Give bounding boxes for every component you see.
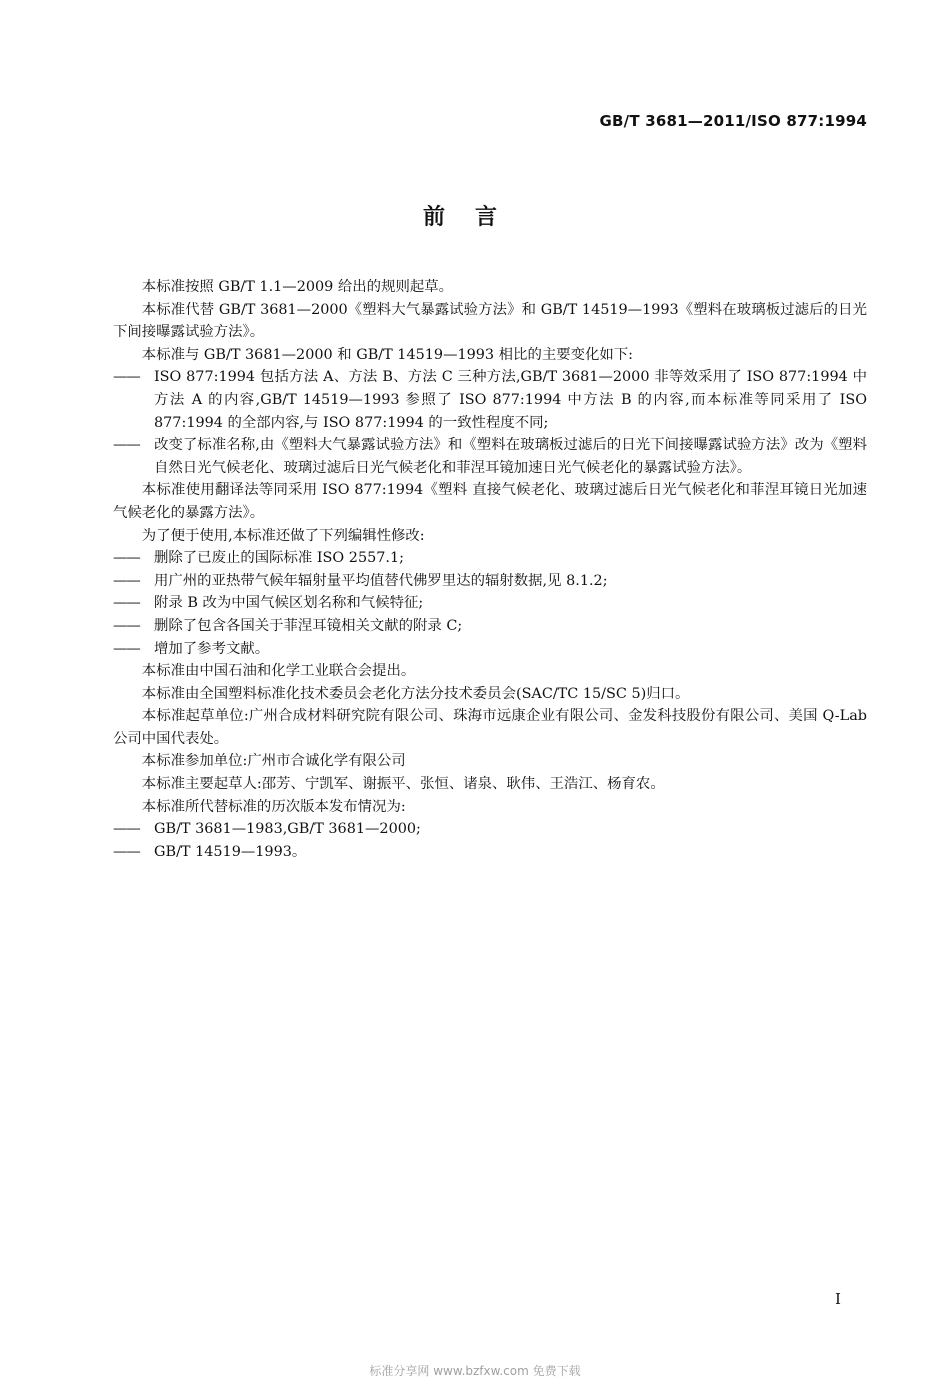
- dash-mark: ——: [113, 437, 140, 454]
- paragraph: 为了便于使用,本标准还做了下列编辑性修改:: [141, 527, 425, 544]
- dash-mark: ——: [113, 821, 140, 838]
- dash-mark: ——: [113, 572, 140, 589]
- watermark: 标准分享网 www.bzfxw.com 免费下载: [369, 1364, 581, 1378]
- dash-list-item: [113, 841, 867, 864]
- dash-mark: ——: [113, 640, 140, 657]
- dash-mark: ——: [113, 617, 140, 634]
- dash-list-item: [113, 615, 867, 638]
- paragraph: 本标准与 GB/T 3681—2000 和 GB/T 14519—1993 相比的主要变化如下:: [141, 346, 634, 363]
- list-item-text: 附录 B 改为中国气候区划名称和气候特征;: [154, 595, 424, 612]
- dash-list-item: [113, 592, 867, 615]
- dash-list-item: [113, 366, 867, 434]
- dash-list-item: [113, 434, 867, 479]
- paragraph: 本标准所代替标准的历次版本发布情况为:: [141, 798, 406, 815]
- paragraph: 本标准按照 GB/T 1.1—2009 给出的规则起草。: [141, 279, 454, 295]
- list-item-text: GB/T 3681—1983,GB/T 3681—2000;: [154, 821, 421, 838]
- list-item-text: ISO 877:1994 包括方法 A、方法 B、方法 C 三种方法,GB/T 3681—2000 非等效采用了 ISO 877:1994 中方法 A 的内容,GB/T 14519—1993 参照了 ISO 877:1994 中方法 B 的内容,而本标准等同采用了 ISO 877:1994 的全部内容,与 ISO 877:1994 的一致性程度不同;: [154, 369, 867, 431]
- dash-list-item: [113, 638, 867, 661]
- paragraph: 本标准参加单位:广州市合诚化学有限公司: [141, 753, 406, 770]
- dash-list-item: [113, 818, 867, 841]
- list-item-text: 删除了已废止的国际标准 ISO 2557.1;: [154, 550, 404, 567]
- paragraph: 本标准使用翻译法等同采用 ISO 877:1994《塑料 直接气候老化、玻璃过滤后日光气候老化和菲涅耳镜日光加速气候老化的暴露方法》。: [113, 482, 867, 521]
- paragraph: 本标准由全国塑料标准化技术委员会老化方法分技术委员会(SAC/TC 15/SC 5)归口。: [141, 685, 690, 702]
- standard-code-header: GB/T 3681—2011/ISO 877:1994: [599, 112, 867, 130]
- dash-mark: ——: [113, 369, 140, 386]
- paragraph: 本标准代替 GB/T 3681—2000《塑料大气暴露试验方法》和 GB/T 14519—1993《塑料在玻璃板过滤后的日光下间接曝露试验方法》。: [113, 301, 867, 341]
- paragraph: 本标准由中国石油和化学工业联合会提出。: [141, 663, 416, 680]
- list-item-text: 改变了标准名称,由《塑料大气暴露试验方法》和《塑料在玻璃板过滤后的日光下间接曝露试验方法》改为《塑料 自然日光气候老化、玻璃过滤后日光气候老化和菲涅耳镜加速日光气候老化的暴露试验方法》。: [154, 437, 867, 476]
- paragraph: 本标准主要起草人:邵芳、宁凯军、谢振平、张恒、诸泉、耿伟、王浩江、杨育农。: [141, 776, 665, 793]
- page-title: 前言: [422, 205, 527, 230]
- paragraph: 本标准起草单位:广州合成材料研究院有限公司、珠海市远康企业有限公司、金发科技股份有限公司、美国 Q-Lab 公司中国代表处。: [113, 708, 867, 747]
- page-number: I: [835, 1290, 841, 1308]
- list-item-text: 增加了参考文献。: [154, 640, 270, 657]
- list-item-text: 删除了包含各国关于菲涅耳镜相关文献的附录 C;: [154, 617, 463, 634]
- dash-list-item: [113, 547, 867, 570]
- dash-mark: ——: [113, 550, 140, 567]
- list-item-text: GB/T 14519—1993。: [154, 843, 307, 860]
- document-body: [113, 276, 867, 863]
- dash-mark: ——: [113, 843, 140, 860]
- dash-list-item: [113, 570, 867, 593]
- list-item-text: 用广州的亚热带气候年辐射量平均值替代佛罗里达的辐射数据,见 8.1.2;: [154, 572, 608, 589]
- dash-mark: ——: [113, 595, 140, 612]
